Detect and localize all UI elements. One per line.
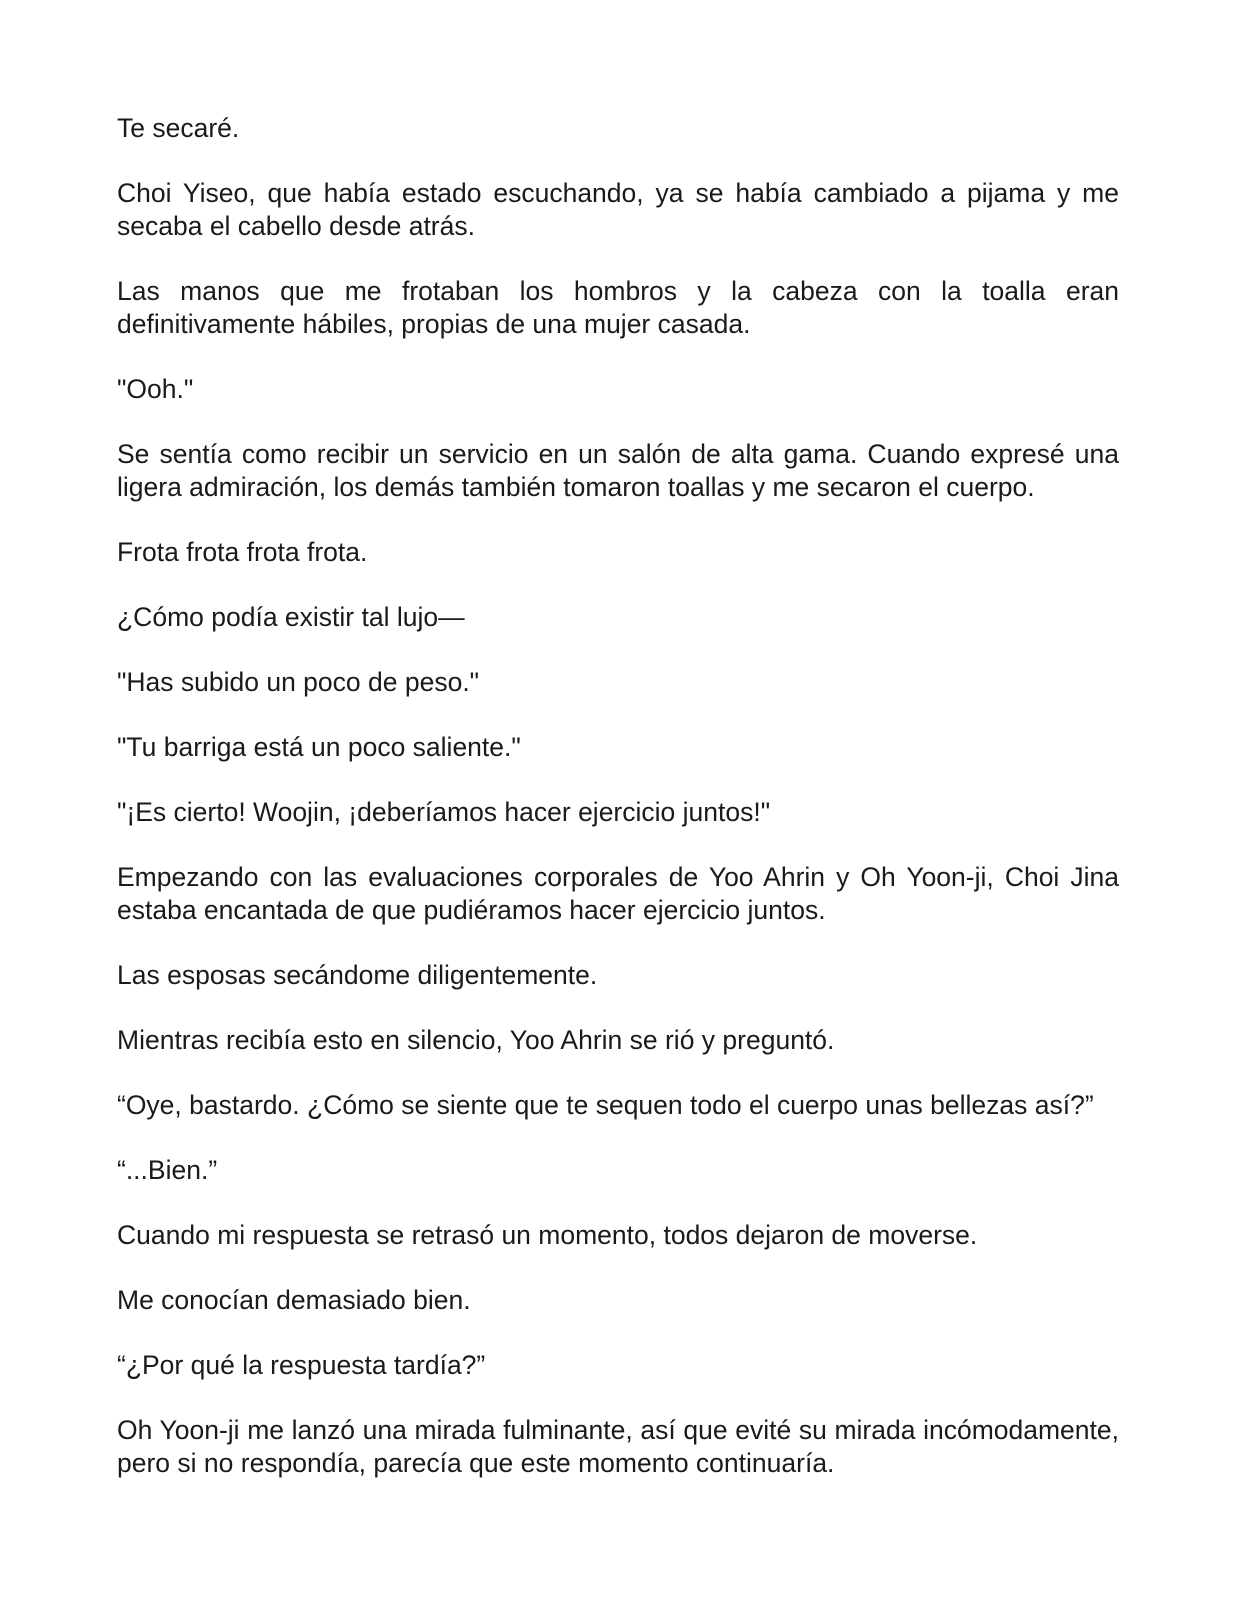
paragraph: "Tu barriga está un poco saliente." bbox=[117, 732, 521, 762]
paragraph: ¿Cómo podía existir tal lujo— bbox=[117, 602, 465, 632]
paragraph: Las esposas secándome diligentemente. bbox=[117, 960, 598, 990]
paragraph: Cuando mi respuesta se retrasó un momento, todos dejaron de moverse. bbox=[117, 1220, 978, 1250]
paragraph: Oh Yoon-ji me lanzó una mirada fulminante, así que evité su mirada incómodamente, pero si no respondía, parecía que este momento continuaría. bbox=[117, 1415, 1119, 1478]
paragraph: "Has subido un poco de peso." bbox=[117, 667, 480, 697]
paragraph: Se sentía como recibir un servicio en un salón de alta gama. Cuando expresé una ligera admiración, los demás también tomaron toallas y me secaron el cuerpo. bbox=[117, 439, 1119, 502]
paragraph: “Oye, bastardo. ¿Cómo se siente que te sequen todo el cuerpo unas bellezas así?” bbox=[117, 1090, 1094, 1120]
document-body bbox=[117, 112, 1119, 1480]
paragraph: Empezando con las evaluaciones corporales de Yoo Ahrin y Oh Yoon-ji, Choi Jina estaba encantada de que pudiéramos hacer ejercicio juntos. bbox=[117, 862, 1119, 925]
paragraph: Te secaré. bbox=[117, 113, 240, 143]
paragraph: Mientras recibía esto en silencio, Yoo Ahrin se rió y preguntó. bbox=[117, 1025, 835, 1055]
paragraph: Las manos que me frotaban los hombros y la cabeza con la toalla eran definitivamente hábiles, propias de una mujer casada. bbox=[117, 276, 1119, 339]
paragraph: “¿Por qué la respuesta tardía?” bbox=[117, 1350, 486, 1380]
paragraph: "¡Es cierto! Woojin, ¡deberíamos hacer ejercicio juntos!" bbox=[117, 797, 771, 827]
paragraph: Frota frota frota frota. bbox=[117, 537, 368, 567]
paragraph: Me conocían demasiado bien. bbox=[117, 1285, 471, 1315]
paragraph: Choi Yiseo, que había estado escuchando, ya se había cambiado a pijama y me secaba el cabello desde atrás. bbox=[117, 178, 1119, 241]
paragraph: “...Bien.” bbox=[117, 1155, 218, 1185]
paragraph: "Ooh." bbox=[117, 374, 194, 404]
